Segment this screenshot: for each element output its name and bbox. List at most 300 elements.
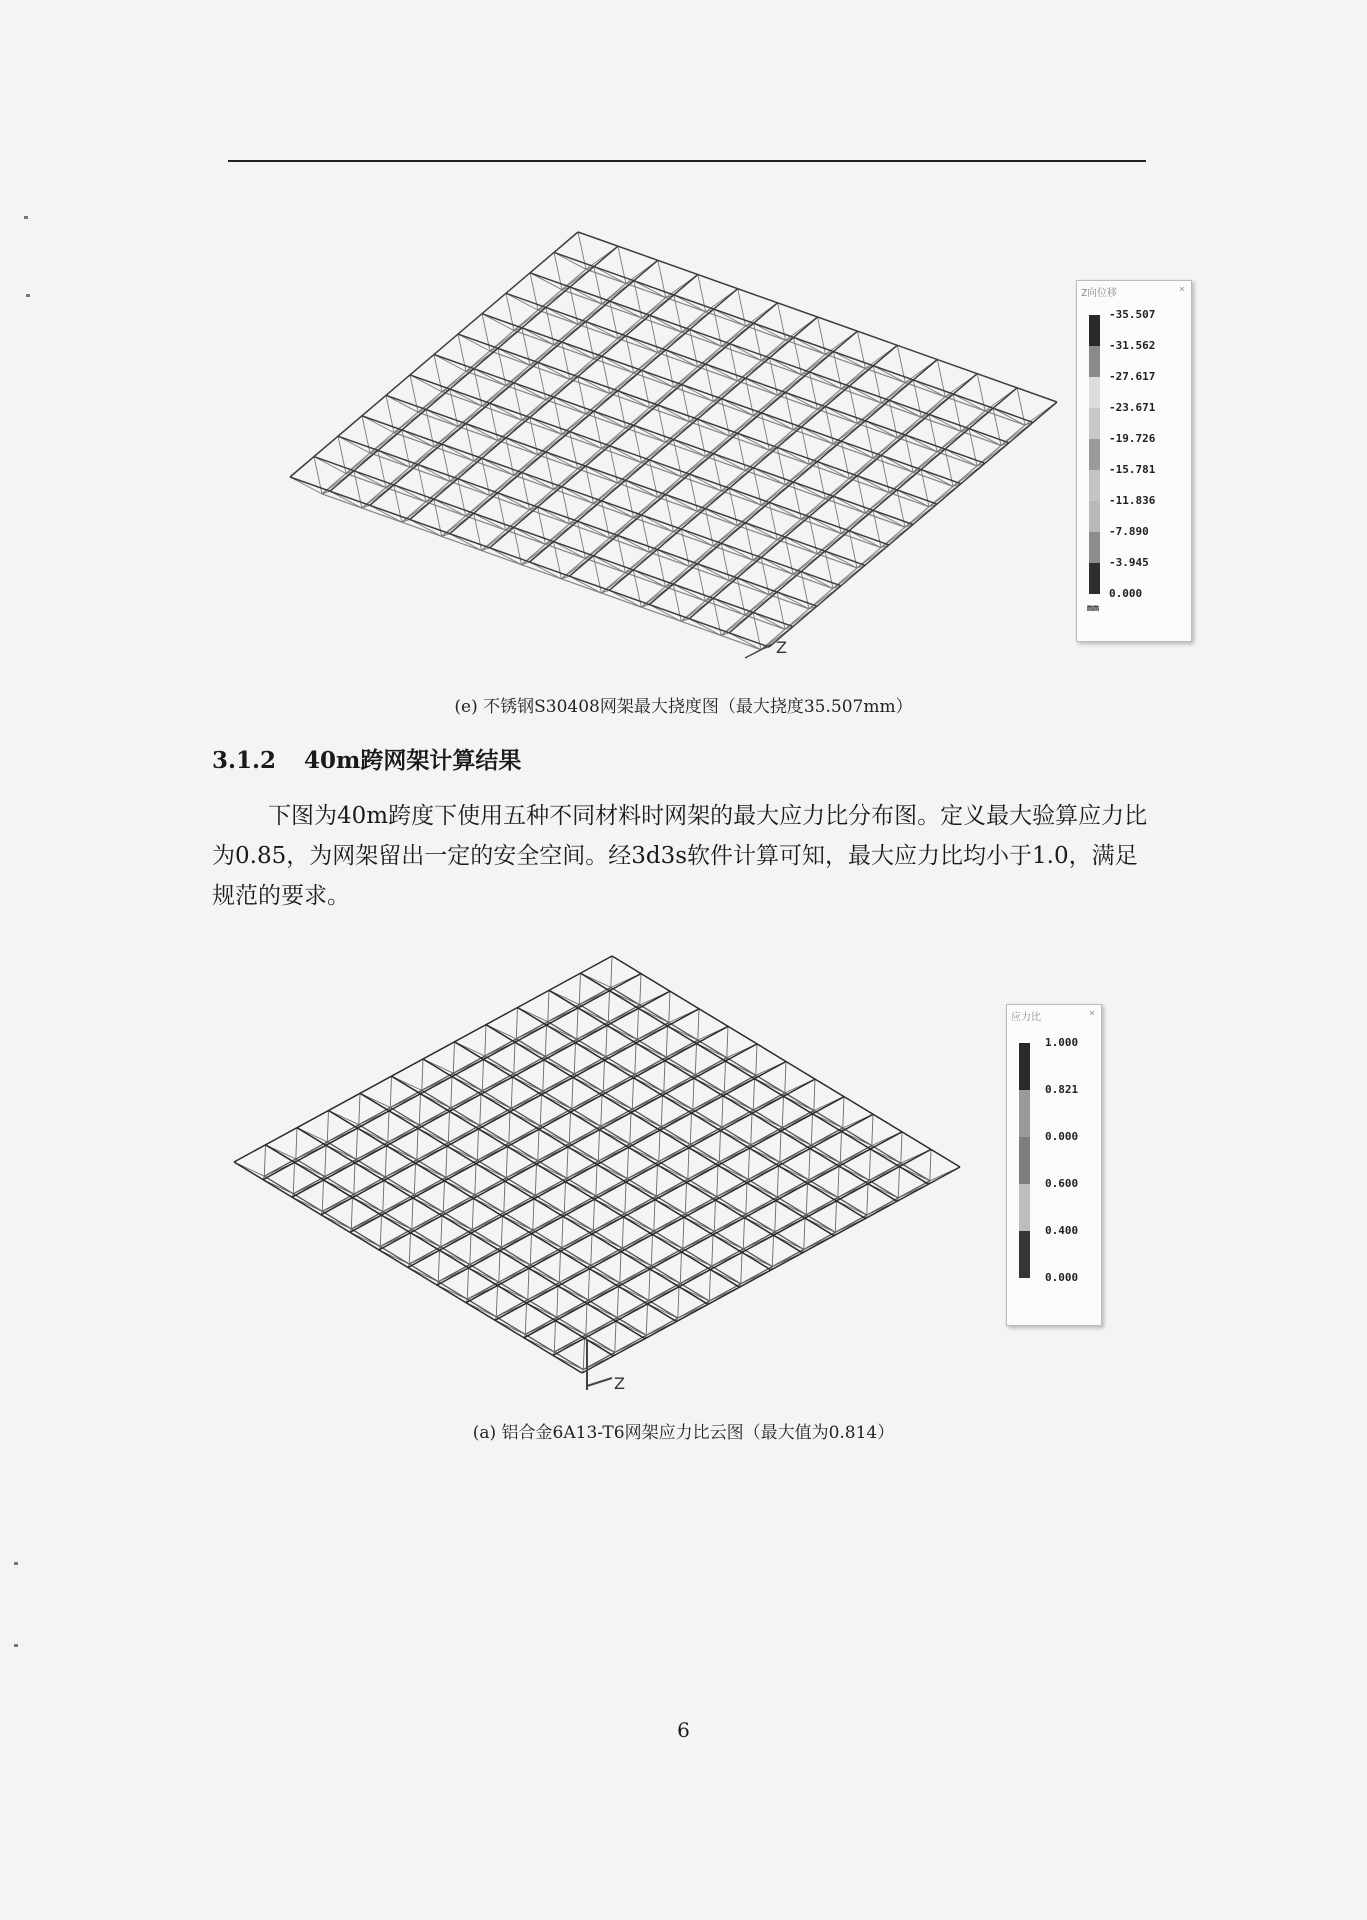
- frame-member: [450, 534, 482, 551]
- frame-member: [929, 415, 961, 432]
- figure-e-axis-label: Z: [776, 638, 787, 657]
- frame-member: [593, 1199, 594, 1230]
- frame-member: [480, 1094, 481, 1125]
- frame-member: [665, 495, 697, 512]
- frame-member: [351, 1198, 352, 1229]
- frame-member: [814, 1079, 815, 1110]
- legend-tick-label: 0.000: [1045, 1130, 1079, 1143]
- legend-tick-label: -27.617: [1109, 370, 1156, 383]
- frame-member: [646, 1304, 647, 1335]
- frame-member: [745, 523, 777, 540]
- frame-member: [640, 974, 641, 1005]
- frame-member: [661, 1095, 662, 1126]
- frame-member: [477, 1129, 478, 1160]
- space-frame-deflection-figure: [280, 225, 1070, 665]
- frame-member: [412, 1198, 413, 1229]
- frame-member: [596, 1165, 597, 1196]
- frame-member: [657, 550, 689, 567]
- frame-member: [609, 590, 641, 607]
- frame-member: [538, 310, 977, 466]
- page-number: 6: [677, 1718, 690, 1742]
- frame-member: [458, 479, 490, 496]
- frame-member: [591, 1234, 592, 1265]
- frame-member: [751, 1113, 752, 1144]
- frame-member: [516, 1008, 517, 1039]
- scan-speck: [24, 216, 28, 219]
- frame-member: [654, 1200, 655, 1231]
- legend-color-band: [1019, 1090, 1030, 1137]
- frame-member: [690, 330, 722, 347]
- frame-member: [930, 1149, 931, 1180]
- frame-member: [472, 1198, 473, 1229]
- frame-member: [434, 499, 466, 516]
- frame-member: [514, 527, 546, 544]
- frame-member: [562, 290, 1001, 446]
- deflection-legend: [1076, 280, 1192, 642]
- frame-member: [753, 612, 785, 629]
- frame-member: [717, 1165, 718, 1196]
- legend-tick-label: -15.781: [1109, 463, 1156, 476]
- legend-tick-label: -7.890: [1109, 525, 1149, 538]
- frame-member: [689, 474, 721, 491]
- frame-member: [658, 405, 690, 422]
- frame-member: [446, 1146, 447, 1177]
- frame-member: [426, 410, 458, 427]
- frame-member: [769, 502, 801, 519]
- frame-member: [410, 520, 442, 537]
- frame-member: [338, 436, 370, 453]
- frame-member: [453, 1042, 454, 1073]
- frame-member: [969, 429, 1001, 446]
- frame-member: [293, 1162, 294, 1193]
- frame-member: [865, 421, 897, 438]
- frame-member: [719, 1131, 720, 1162]
- frame-member: [557, 1286, 558, 1317]
- frame-member: [611, 956, 612, 987]
- frame-member: [801, 427, 833, 444]
- frame-member: [370, 505, 402, 522]
- frame-member: [706, 364, 738, 381]
- frame-member: [809, 1149, 810, 1180]
- frame-member: [554, 542, 586, 559]
- frame-member: [712, 1235, 713, 1266]
- frame-member: [633, 570, 665, 587]
- frame-member: [530, 1234, 531, 1265]
- frame-member: [650, 315, 682, 332]
- frame-member: [698, 419, 730, 436]
- frame-member: [562, 487, 594, 504]
- frame-member: [867, 1184, 868, 1215]
- frame-member: [632, 1078, 633, 1109]
- frame-member: [422, 1059, 423, 1090]
- frame-member: [695, 1044, 696, 1075]
- header-rule: [228, 160, 1146, 162]
- frame-member: [578, 377, 610, 394]
- frame-member: [509, 1112, 510, 1143]
- frame-member: [322, 269, 586, 494]
- frame-member: [443, 1181, 444, 1212]
- frame-member: [567, 1147, 568, 1178]
- frame-member: [359, 1093, 360, 1124]
- frame-member: [530, 562, 562, 579]
- legend-unit: mm: [1087, 603, 1100, 614]
- frame-member: [729, 488, 761, 505]
- frame-member: [501, 1216, 502, 1247]
- frame-member: [586, 322, 618, 339]
- frame-member: [327, 1111, 328, 1142]
- frame-member: [674, 440, 706, 457]
- frame-member: [741, 1252, 742, 1283]
- frame-member: [772, 1235, 773, 1266]
- frame-member: [697, 564, 729, 581]
- frame-member: [674, 295, 706, 312]
- frame-member: [897, 490, 929, 507]
- section-number: 3.1.2: [212, 747, 277, 774]
- frame-member: [753, 468, 785, 485]
- frame-member: [743, 1218, 744, 1249]
- legend-tick-label: 0.821: [1045, 1083, 1079, 1096]
- frame-member: [688, 1148, 689, 1179]
- frame-member: [538, 362, 570, 379]
- frame-member: [729, 633, 761, 650]
- frame-member: [898, 1167, 899, 1198]
- frame-member: [857, 476, 889, 493]
- scan-speck: [14, 1562, 18, 1565]
- frame-member: [618, 391, 650, 408]
- frame-member: [849, 531, 881, 548]
- frame-member: [713, 598, 745, 615]
- frame-member: [649, 605, 681, 622]
- frame-member: [574, 1043, 575, 1074]
- frame-member: [583, 1338, 584, 1369]
- frame-member: [569, 1112, 570, 1143]
- frame-member: [548, 990, 549, 1021]
- frame-member: [356, 1128, 357, 1159]
- legend-color-band: [1089, 439, 1100, 470]
- frame-member: [746, 378, 778, 395]
- frame-member: [538, 507, 570, 524]
- frame-member: [840, 1131, 841, 1162]
- frame-member: [682, 385, 714, 402]
- frame-member: [705, 509, 737, 526]
- frame-member: [506, 1147, 507, 1178]
- legend-title: Z向位移: [1081, 288, 1118, 299]
- frame-member: [683, 1217, 684, 1248]
- frame-member: [806, 1183, 807, 1214]
- frame-member: [586, 466, 618, 483]
- frame-member: [617, 1286, 618, 1317]
- frame-member: [754, 323, 786, 340]
- frame-member: [385, 1146, 386, 1177]
- frame-member: [475, 1164, 476, 1195]
- scan-speck: [14, 1644, 18, 1647]
- frame-member: [587, 1378, 612, 1386]
- frame-member: [603, 1060, 604, 1091]
- frame-member: [709, 1270, 710, 1301]
- legend-color-band: [1089, 377, 1100, 408]
- frame-member: [649, 1269, 650, 1300]
- frame-member: [873, 510, 905, 527]
- frame-member: [474, 513, 506, 530]
- frame-member: [525, 1303, 526, 1334]
- frame-member: [569, 576, 601, 593]
- legend-tick-label: -11.836: [1109, 494, 1156, 507]
- frame-member: [620, 1252, 621, 1283]
- frame-member: [588, 1269, 589, 1300]
- frame-member: [506, 438, 538, 455]
- frame-member: [570, 287, 602, 304]
- frame-member: [780, 1131, 781, 1162]
- frame-member: [554, 1321, 555, 1352]
- frame-member: [325, 1145, 326, 1176]
- frame-member: [811, 1114, 812, 1145]
- figure-e-caption: (e) 不锈钢S30408网架最大挠度图（最大挠度35.507mm）: [454, 697, 913, 717]
- frame-member: [843, 1097, 844, 1128]
- frame-member: [777, 1166, 778, 1197]
- frame-member: [714, 1200, 715, 1231]
- frame-member: [993, 408, 1025, 425]
- frame-member: [579, 973, 580, 1004]
- frame-member: [414, 1163, 415, 1194]
- frame-member: [451, 1077, 452, 1108]
- frame-member: [499, 1251, 500, 1282]
- frame-member: [394, 485, 426, 502]
- frame-member: [630, 1113, 631, 1144]
- frame-member: [610, 446, 642, 463]
- frame-member: [467, 1268, 468, 1299]
- frame-member: [698, 1009, 699, 1040]
- frame-member: [543, 1060, 544, 1091]
- frame-member: [727, 1026, 728, 1057]
- frame-member: [419, 1094, 420, 1125]
- frame-member: [606, 1026, 607, 1057]
- frame-member: [748, 1148, 749, 1179]
- frame-member: [608, 991, 609, 1022]
- frame-member: [577, 1008, 578, 1039]
- legend-tick-label: -19.726: [1109, 432, 1156, 445]
- section-heading: [212, 742, 521, 775]
- frame-member: [530, 417, 562, 434]
- frame-member: [388, 1111, 389, 1142]
- frame-member: [669, 991, 670, 1022]
- frame-member: [533, 1199, 534, 1230]
- frame-member: [685, 1183, 686, 1214]
- frame-member: [470, 1233, 471, 1264]
- space-frame-stress-ratio-figure: [225, 950, 985, 1400]
- frame-member: [680, 1252, 681, 1283]
- legend-color-band: [1089, 315, 1100, 346]
- frame-member: [872, 1114, 873, 1145]
- frame-member: [602, 501, 634, 518]
- scan-speck: [26, 294, 30, 297]
- frame-member: [409, 1233, 410, 1264]
- frame-member: [817, 462, 849, 479]
- legend-color-band: [1019, 1231, 1030, 1278]
- frame-member: [434, 355, 466, 372]
- frame-member: [514, 383, 546, 400]
- frame-member: [713, 454, 745, 471]
- frame-member: [466, 424, 498, 441]
- frame-member: [354, 1163, 355, 1194]
- legend-color-band: [1089, 501, 1100, 532]
- frame-member: [777, 592, 809, 609]
- frame-member: [650, 460, 682, 477]
- frame-member: [678, 1287, 679, 1318]
- frame-member: [753, 1079, 754, 1110]
- frame-member: [722, 1096, 723, 1127]
- frame-member: [448, 1111, 449, 1142]
- frame-member: [635, 1043, 636, 1074]
- frame-member: [838, 1166, 839, 1197]
- frame-member: [390, 1076, 391, 1107]
- legend-color-band: [1089, 346, 1100, 377]
- frame-member: [785, 537, 817, 554]
- frame-member: [833, 352, 865, 369]
- frame-member: [681, 529, 713, 546]
- frame-member: [314, 457, 346, 474]
- frame-member: [450, 389, 482, 406]
- frame-member: [913, 380, 945, 397]
- frame-member: [730, 344, 762, 361]
- frame-member: [586, 269, 1025, 425]
- frame-member: [601, 1095, 602, 1126]
- frame-member: [869, 1149, 870, 1180]
- frame-member: [825, 551, 857, 568]
- frame-member: [594, 267, 626, 284]
- figure-a-axis-label: Z: [614, 1374, 625, 1393]
- frame-member: [362, 416, 394, 433]
- frame-member: [690, 1113, 691, 1144]
- frame-member: [554, 252, 586, 269]
- frame-member: [659, 1130, 660, 1161]
- legend-tick-label: -35.507: [1109, 308, 1156, 321]
- frame-member: [442, 444, 474, 461]
- frame-member: [777, 447, 809, 464]
- frame-member: [504, 1181, 505, 1212]
- frame-member: [651, 1234, 652, 1265]
- frame-member: [570, 432, 602, 449]
- frame-member: [482, 458, 514, 475]
- frame-member: [953, 394, 985, 411]
- frame-member: [921, 470, 953, 487]
- frame-member: [825, 407, 857, 424]
- legend-color-band: [1089, 532, 1100, 563]
- frame-member: [724, 1061, 725, 1092]
- frame-member: [474, 369, 506, 386]
- stress-ratio-legend: [1006, 1004, 1102, 1326]
- frame-member: [634, 425, 666, 442]
- frame-member: [804, 1218, 805, 1249]
- frame-member: [801, 572, 833, 589]
- frame-member: [622, 1217, 623, 1248]
- frame-member: [721, 543, 753, 560]
- legend-close-icon[interactable]: ×: [1088, 1008, 1095, 1019]
- legend-tick-label: -23.671: [1109, 401, 1156, 414]
- legend-tick-label: 0.600: [1045, 1177, 1079, 1190]
- frame-member: [330, 491, 362, 508]
- frame-member: [438, 1250, 439, 1281]
- frame-member: [441, 1216, 442, 1247]
- frame-member: [264, 1145, 265, 1176]
- frame-member: [627, 1147, 628, 1178]
- frame-member: [538, 1129, 539, 1160]
- frame-member: [383, 1180, 384, 1211]
- frame-member: [598, 1130, 599, 1161]
- frame-member: [626, 480, 658, 497]
- frame-member: [782, 1096, 783, 1127]
- frame-member: [554, 397, 586, 414]
- frame-member: [354, 471, 386, 488]
- frame-member: [562, 1216, 563, 1247]
- frame-member: [410, 375, 442, 392]
- frame-member: [610, 301, 642, 318]
- frame-member: [482, 314, 514, 331]
- section-title: 40m跨网架计算结果: [304, 747, 522, 774]
- frame-member: [637, 1008, 638, 1039]
- frame-member: [664, 1061, 665, 1092]
- frame-member: [314, 457, 793, 627]
- frame-member: [775, 1201, 776, 1232]
- frame-member: [546, 452, 578, 469]
- frame-member: [737, 433, 769, 450]
- frame-member: [689, 619, 721, 636]
- legend-tick-label: 0.400: [1045, 1224, 1079, 1237]
- frame-member: [417, 1129, 418, 1160]
- frame-member: [756, 1044, 757, 1075]
- frame-member: [849, 386, 881, 403]
- legend-color-band: [1089, 563, 1100, 594]
- frame-member: [458, 334, 490, 351]
- frame-member: [514, 1042, 515, 1073]
- legend-tick-label: -31.562: [1109, 339, 1156, 352]
- frame-member: [889, 400, 921, 417]
- legend-color-band: [1089, 470, 1100, 501]
- frame-member: [634, 281, 666, 298]
- legend-tick-label: 1.000: [1045, 1036, 1079, 1049]
- frame-member: [602, 356, 634, 373]
- frame-member: [873, 366, 905, 383]
- frame-member: [693, 1078, 694, 1109]
- legend-header: [1081, 284, 1187, 300]
- frame-member: [793, 482, 825, 499]
- frame-member: [835, 1201, 836, 1232]
- frame-member: [833, 496, 865, 513]
- legend-color-band: [1089, 408, 1100, 439]
- legend-color-band: [1019, 1137, 1030, 1184]
- frame-member: [945, 449, 977, 466]
- frame-member: [482, 1059, 483, 1090]
- frame-member: [511, 1077, 512, 1108]
- legend-close-icon[interactable]: ×: [1178, 284, 1185, 295]
- legend-color-band: [1019, 1043, 1030, 1090]
- frame-member: [714, 309, 746, 326]
- frame-member: [593, 556, 625, 573]
- frame-member: [418, 465, 450, 482]
- frame-member: [578, 521, 610, 538]
- frame-member: [498, 348, 530, 365]
- paragraph-text: 下图为40m跨度下使用五种不同材料时网架的最大应力比分布图。定义最大验算应力比为0.85，为网架留出一定的安全空间。经3d3s软件计算可知，最大应力比均小于1.0，满足规范的要求。: [212, 803, 1148, 909]
- frame-member: [666, 1026, 667, 1057]
- frame-member: [722, 399, 754, 416]
- legend-color-band: [1019, 1184, 1030, 1231]
- frame-member: [586, 1304, 587, 1335]
- frame-member: [535, 1164, 536, 1195]
- frame-member: [290, 477, 322, 494]
- frame-member: [841, 441, 873, 458]
- frame-member: [656, 1165, 657, 1196]
- frame-member: [296, 1128, 297, 1159]
- frame-member: [490, 548, 522, 565]
